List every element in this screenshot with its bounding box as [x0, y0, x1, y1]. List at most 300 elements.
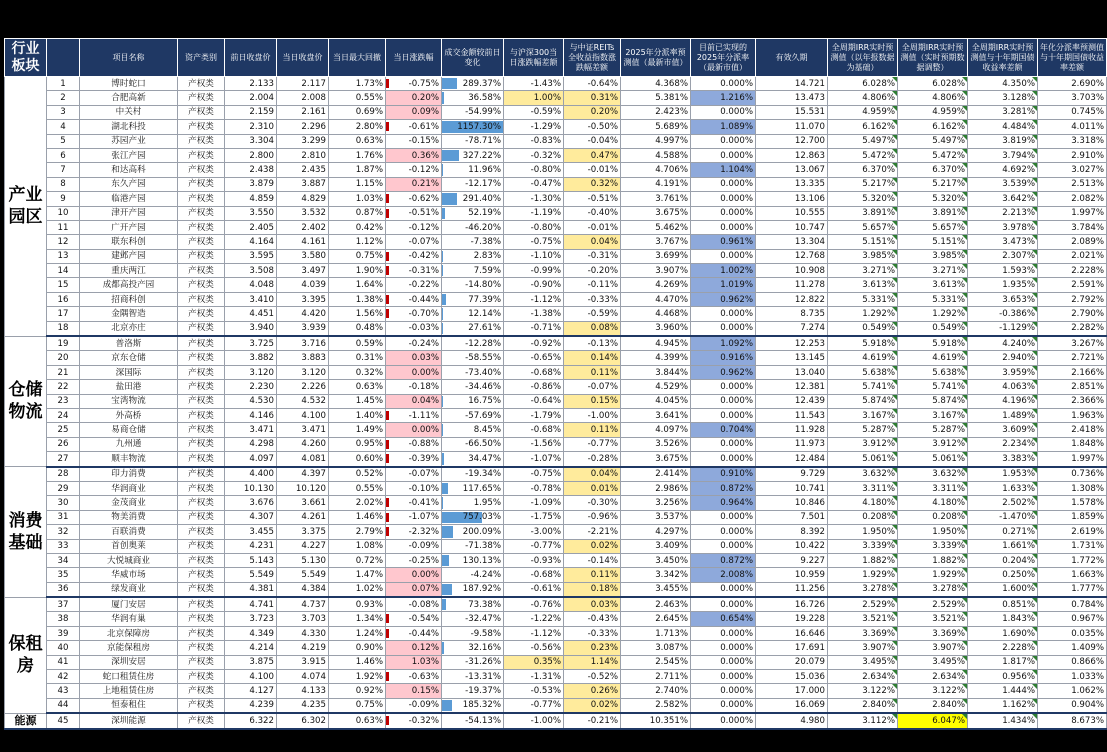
- table-row[interactable]: [5, 467, 1107, 482]
- table-row[interactable]: [5, 192, 1107, 206]
- dist-forecast-cell: 3.087%: [621, 641, 691, 655]
- irr-adjusted-cell: 5.151%: [898, 235, 968, 249]
- max-drawdown-cell: 0.75%: [329, 249, 386, 263]
- asset-class-cell: 产权类: [178, 192, 225, 206]
- irr-spread-cell: -0.386%: [968, 307, 1038, 321]
- dist-realized-cell: 1.216%: [691, 91, 756, 105]
- change-cell: -0.39%: [386, 452, 442, 467]
- irr-annual-cell: 4.619%: [828, 351, 898, 365]
- col-header-volume-change[interactable]: 成交金额较前日变化: [442, 39, 504, 77]
- vs-reits-index-cell: 1.14%: [564, 655, 621, 669]
- vs-reits-index-cell: 0.03%: [564, 597, 621, 612]
- volume-change-cell: [442, 91, 504, 105]
- prev-close-cell: 2.438: [225, 163, 277, 177]
- volume-change-text: 291.40%: [462, 193, 501, 204]
- table-row[interactable]: [5, 163, 1107, 177]
- col-header-dist-spread[interactable]: 年化分派率预测值与十年期国债收益率差额: [1038, 39, 1107, 77]
- table-row[interactable]: [5, 496, 1107, 510]
- vs-reits-index-cell: -0.14%: [564, 553, 621, 567]
- table-row[interactable]: [5, 307, 1107, 321]
- volume-change-bar: [442, 294, 446, 305]
- sector-label-text: 产业园区: [8, 185, 43, 228]
- max-drawdown-cell: 0.31%: [329, 351, 386, 365]
- irr-annual-cell: 0.208%: [828, 510, 898, 524]
- asset-class-cell: 产权类: [178, 148, 225, 162]
- table-row[interactable]: [5, 655, 1107, 669]
- volume-change-bar: [442, 483, 448, 494]
- table-row[interactable]: [5, 568, 1107, 582]
- col-header-change[interactable]: 当日涨跌幅: [386, 39, 442, 77]
- table-row[interactable]: [5, 120, 1107, 134]
- row-index-cell: 45: [47, 713, 80, 728]
- irr-adjusted-cell: 3.278%: [898, 582, 968, 597]
- table-row[interactable]: [5, 684, 1107, 698]
- prev-close-cell: 4.146: [225, 408, 277, 422]
- change-cell: -0.09%: [386, 698, 442, 713]
- vs-reits-index-cell: 0.15%: [564, 394, 621, 408]
- prev-close-cell: 4.400: [225, 467, 277, 482]
- irr-adjusted-cell: 5.874%: [898, 394, 968, 408]
- duration-cell: 13.145: [756, 351, 828, 365]
- col-header-dist-realized[interactable]: 目前已实现的2025年分派率（最新市值）: [691, 39, 756, 77]
- volume-change-text: -32.47%: [465, 614, 501, 625]
- close-cell: 3.883: [277, 351, 329, 365]
- max-drawdown-cell: 1.56%: [329, 307, 386, 321]
- table-row[interactable]: [5, 220, 1107, 234]
- table-row[interactable]: [5, 582, 1107, 597]
- duration-cell: 16.069: [756, 698, 828, 713]
- table-row[interactable]: [5, 423, 1107, 437]
- prev-close-cell: 2.133: [225, 77, 277, 91]
- volume-change-text: 200.09%: [462, 526, 501, 537]
- max-drawdown-cell: 1.40%: [329, 408, 386, 422]
- table-row[interactable]: [5, 235, 1107, 249]
- vs-hs300-cell: -0.75%: [504, 235, 564, 249]
- col-header-sector[interactable]: 行业板块: [5, 39, 47, 77]
- col-header-irr-annual[interactable]: 全周期IRR实时预测值（以年报数据为基础）: [828, 39, 898, 77]
- duration-cell: 16.646: [756, 626, 828, 640]
- dist-forecast-cell: 2.463%: [621, 597, 691, 612]
- irr-adjusted-cell: 5.217%: [898, 177, 968, 191]
- col-header-close[interactable]: 当日收盘价: [277, 39, 329, 77]
- irr-annual-cell: 3.907%: [828, 641, 898, 655]
- col-header-vs-reits-index[interactable]: 与中证REITs全收益指数涨跌幅差额: [564, 39, 621, 77]
- table-row[interactable]: [5, 437, 1107, 451]
- row-index-cell: 8: [47, 177, 80, 191]
- close-cell: 10.120: [277, 481, 329, 495]
- row-index-cell: 7: [47, 163, 80, 177]
- dist-forecast-cell: 3.256%: [621, 496, 691, 510]
- close-cell: 5.130: [277, 553, 329, 567]
- col-header-max-drawdown[interactable]: 当日最大回撤: [329, 39, 386, 77]
- change-cell: -0.07%: [386, 235, 442, 249]
- prev-close-cell: 2.310: [225, 120, 277, 134]
- volume-change-text: 2.83%: [473, 251, 501, 262]
- irr-spread-cell: 3.539%: [968, 177, 1038, 191]
- change-cell: -0.22%: [386, 278, 442, 292]
- volume-change-text: -7.38%: [470, 236, 501, 247]
- dist-spread-cell: 2.790%: [1038, 307, 1107, 321]
- vs-hs300-cell: -0.61%: [504, 582, 564, 597]
- duration-cell: 13.067: [756, 163, 828, 177]
- irr-adjusted-cell: 3.521%: [898, 612, 968, 626]
- dist-forecast-cell: 4.945%: [621, 336, 691, 351]
- vs-reits-index-cell: -0.64%: [564, 77, 621, 91]
- irr-annual-cell: 3.122%: [828, 684, 898, 698]
- change-cell: -0.75%: [386, 77, 442, 91]
- vs-reits-index-cell: 0.04%: [564, 467, 621, 482]
- table-row[interactable]: [5, 321, 1107, 336]
- table-row[interactable]: [5, 249, 1107, 263]
- vs-reits-index-cell: -0.07%: [564, 380, 621, 394]
- duration-cell: 10.908: [756, 264, 828, 278]
- dist-spread-cell: 2.228%: [1038, 264, 1107, 278]
- duration-cell: 11.928: [756, 423, 828, 437]
- volume-change-text: 12.14%: [468, 308, 501, 319]
- prev-close-cell: 3.304: [225, 134, 277, 148]
- asset-class-cell: 产权类: [178, 394, 225, 408]
- max-drawdown-cell: 0.93%: [329, 597, 386, 612]
- project-name-cell: 绿发商业: [80, 582, 178, 597]
- close-cell: 4.330: [277, 626, 329, 640]
- volume-change-cell: [442, 278, 504, 292]
- close-cell: 3.716: [277, 336, 329, 351]
- table-row[interactable]: [5, 278, 1107, 292]
- table-row[interactable]: [5, 365, 1107, 379]
- table-row[interactable]: [5, 206, 1107, 220]
- table-row[interactable]: [5, 553, 1107, 567]
- col-header-vs-hs300[interactable]: 与沪深300当日涨跌幅差额: [504, 39, 564, 77]
- vs-hs300-cell: -3.00%: [504, 525, 564, 539]
- row-index-cell: 18: [47, 321, 80, 336]
- close-cell: 4.039: [277, 278, 329, 292]
- vs-hs300-cell: -1.56%: [504, 437, 564, 451]
- irr-annual-cell: 1.929%: [828, 568, 898, 582]
- col-header-irr-spread[interactable]: 全周期IRR实时预测值与十年期国债收益率差额: [968, 39, 1038, 77]
- table-row[interactable]: [5, 626, 1107, 640]
- row-index-cell: 21: [47, 365, 80, 379]
- table-row[interactable]: [5, 134, 1107, 148]
- row-index-cell: 37: [47, 597, 80, 612]
- irr-spread-cell: 1.953%: [968, 467, 1038, 482]
- max-drawdown-cell: 0.59%: [329, 336, 386, 351]
- row-index-cell: 19: [47, 336, 80, 351]
- close-cell: 3.661: [277, 496, 329, 510]
- project-name-cell: 大悦城商业: [80, 553, 178, 567]
- dist-forecast-cell: 3.699%: [621, 249, 691, 263]
- project-name-cell: 重庆两江: [80, 264, 178, 278]
- table-row[interactable]: [5, 510, 1107, 524]
- dist-realized-cell: 2.008%: [691, 568, 756, 582]
- dist-realized-cell: 0.000%: [691, 641, 756, 655]
- prev-close-cell: 4.451: [225, 307, 277, 321]
- row-index-cell: 36: [47, 582, 80, 597]
- dist-realized-cell: 0.000%: [691, 539, 756, 553]
- change-cell: -0.41%: [386, 496, 442, 510]
- duration-cell: 12.439: [756, 394, 828, 408]
- dist-forecast-cell: 3.844%: [621, 365, 691, 379]
- volume-change-bar: [442, 642, 444, 653]
- volume-change-cell: [442, 423, 504, 437]
- change-cell: 0.20%: [386, 91, 442, 105]
- close-cell: 3.375: [277, 525, 329, 539]
- col-header-irr-adjusted[interactable]: 全周期IRR实时预测值（实时预期数据调整）: [898, 39, 968, 77]
- close-cell: 4.532: [277, 394, 329, 408]
- table-row[interactable]: [5, 394, 1107, 408]
- prev-close-cell: 3.595: [225, 249, 277, 263]
- dist-realized-cell: 0.000%: [691, 655, 756, 669]
- table-row[interactable]: [5, 91, 1107, 105]
- dist-realized-cell: 1.089%: [691, 120, 756, 134]
- dist-spread-cell: 2.366%: [1038, 394, 1107, 408]
- irr-adjusted-cell: 3.632%: [898, 467, 968, 482]
- irr-adjusted-cell: 3.122%: [898, 684, 968, 698]
- table-row[interactable]: [5, 452, 1107, 467]
- prev-close-cell: 4.231: [225, 539, 277, 553]
- volume-change-bar: [442, 453, 444, 464]
- table-row[interactable]: [5, 351, 1107, 365]
- col-header-index[interactable]: [47, 39, 80, 77]
- dist-spread-cell: 3.703%: [1038, 91, 1107, 105]
- irr-annual-cell: 5.061%: [828, 452, 898, 467]
- col-header-duration[interactable]: 有效久期: [756, 39, 828, 77]
- volume-change-cell: [442, 655, 504, 669]
- duration-cell: 12.700: [756, 134, 828, 148]
- duration-cell: 10.959: [756, 568, 828, 582]
- volume-change-cell: [442, 134, 504, 148]
- dist-realized-cell: 0.000%: [691, 249, 756, 263]
- sector-label: [5, 336, 47, 467]
- row-index-cell: 15: [47, 278, 80, 292]
- irr-adjusted-cell: 1.292%: [898, 307, 968, 321]
- irr-annual-cell: 3.891%: [828, 206, 898, 220]
- irr-annual-cell: 6.370%: [828, 163, 898, 177]
- close-cell: 4.384: [277, 582, 329, 597]
- table-row[interactable]: [5, 612, 1107, 626]
- dist-forecast-cell: 5.689%: [621, 120, 691, 134]
- sector-label-text: 能源: [14, 713, 37, 727]
- asset-class-cell: 产权类: [178, 670, 225, 684]
- dist-forecast-cell: 4.045%: [621, 394, 691, 408]
- volume-change-text: -78.71%: [465, 136, 501, 147]
- dist-forecast-cell: 2.423%: [621, 105, 691, 119]
- project-name-cell: 合肥高新: [80, 91, 178, 105]
- asset-class-cell: 产权类: [178, 437, 225, 451]
- vs-hs300-cell: -1.38%: [504, 307, 564, 321]
- irr-adjusted-cell: 3.907%: [898, 641, 968, 655]
- asset-class-cell: 产权类: [178, 481, 225, 495]
- dist-forecast-cell: 1.713%: [621, 626, 691, 640]
- volume-change-text: 187.92%: [462, 584, 501, 595]
- prev-close-cell: 2.800: [225, 148, 277, 162]
- table-row[interactable]: [5, 641, 1107, 655]
- dist-spread-cell: 2.089%: [1038, 235, 1107, 249]
- dist-forecast-cell: 3.526%: [621, 437, 691, 451]
- reits-data-table: [4, 38, 1107, 730]
- dist-spread-cell: 2.418%: [1038, 423, 1107, 437]
- prev-close-cell: 4.381: [225, 582, 277, 597]
- volume-change-text: 130.13%: [462, 555, 501, 566]
- duration-cell: 20.079: [756, 655, 828, 669]
- max-drawdown-cell: 1.46%: [329, 655, 386, 669]
- change-cell: -0.61%: [386, 120, 442, 134]
- table-row[interactable]: [5, 525, 1107, 539]
- dist-realized-cell: 0.000%: [691, 408, 756, 422]
- table-row[interactable]: [5, 177, 1107, 191]
- dist-spread-cell: 1.062%: [1038, 684, 1107, 698]
- duration-cell: 11.256: [756, 582, 828, 597]
- vs-reits-index-cell: 0.20%: [564, 105, 621, 119]
- max-drawdown-cell: 1.12%: [329, 235, 386, 249]
- vs-hs300-cell: -0.68%: [504, 423, 564, 437]
- table-row[interactable]: [5, 292, 1107, 306]
- irr-spread-cell: -1.470%: [968, 510, 1038, 524]
- table-row[interactable]: [5, 264, 1107, 278]
- prev-close-cell: 4.298: [225, 437, 277, 451]
- table-row[interactable]: [5, 408, 1107, 422]
- vs-hs300-cell: -1.75%: [504, 510, 564, 524]
- irr-spread-cell: 4.350%: [968, 77, 1038, 91]
- table-row[interactable]: [5, 698, 1107, 713]
- close-cell: 3.395: [277, 292, 329, 306]
- col-header-prev-close[interactable]: 前日收盘价: [225, 39, 277, 77]
- volume-change-bar: [442, 584, 452, 595]
- close-cell: 2.008: [277, 91, 329, 105]
- volume-change-text: 117.65%: [462, 483, 501, 494]
- table-row[interactable]: [5, 670, 1107, 684]
- project-name-cell: 盐田港: [80, 380, 178, 394]
- irr-annual-cell: 3.167%: [828, 408, 898, 422]
- project-name-cell: 成都高投产园: [80, 278, 178, 292]
- irr-spread-cell: 3.473%: [968, 235, 1038, 249]
- volume-change-cell: [442, 351, 504, 365]
- close-cell: 4.161: [277, 235, 329, 249]
- max-drawdown-cell: 1.49%: [329, 423, 386, 437]
- col-header-class[interactable]: 资产类别: [178, 39, 225, 77]
- col-header-dist-forecast[interactable]: 2025年分派率预测值（最新市值）: [621, 39, 691, 77]
- dist-spread-cell: 1.848%: [1038, 437, 1107, 451]
- vs-reits-index-cell: -0.33%: [564, 292, 621, 306]
- prev-close-cell: 5.143: [225, 553, 277, 567]
- project-name-cell: 北京亦庄: [80, 321, 178, 336]
- table-row[interactable]: [5, 380, 1107, 394]
- volume-change-cell: [442, 264, 504, 278]
- sector-label: [5, 467, 47, 598]
- vs-reits-index-cell: -0.01%: [564, 163, 621, 177]
- asset-class-cell: 产权类: [178, 713, 225, 728]
- row-index-cell: 5: [47, 134, 80, 148]
- prev-close-cell: 5.549: [225, 568, 277, 582]
- max-drawdown-cell: 1.15%: [329, 177, 386, 191]
- volume-change-cell: [442, 553, 504, 567]
- irr-adjusted-cell: 1.950%: [898, 525, 968, 539]
- irr-spread-cell: 3.959%: [968, 365, 1038, 379]
- prev-close-cell: 3.120: [225, 365, 277, 379]
- volume-change-cell: [442, 467, 504, 482]
- dist-spread-cell: 2.910%: [1038, 148, 1107, 162]
- volume-change-text: -71.38%: [465, 541, 501, 552]
- sector-label-text: 仓储物流: [8, 380, 43, 423]
- close-cell: 2.117: [277, 77, 329, 91]
- change-cell: 0.03%: [386, 351, 442, 365]
- vs-reits-index-cell: -0.13%: [564, 336, 621, 351]
- change-cell: -0.51%: [386, 206, 442, 220]
- irr-spread-cell: 3.609%: [968, 423, 1038, 437]
- irr-spread-cell: 1.434%: [968, 713, 1038, 728]
- row-index-cell: 28: [47, 467, 80, 482]
- dist-forecast-cell: 4.097%: [621, 423, 691, 437]
- irr-adjusted-cell: 2.840%: [898, 698, 968, 713]
- change-cell: -0.54%: [386, 612, 442, 626]
- project-name-cell: 印力消费: [80, 467, 178, 482]
- vs-hs300-cell: -0.86%: [504, 380, 564, 394]
- change-cell: -0.88%: [386, 437, 442, 451]
- close-cell: 4.133: [277, 684, 329, 698]
- irr-spread-cell: 3.653%: [968, 292, 1038, 306]
- row-index-cell: 35: [47, 568, 80, 582]
- col-header-name[interactable]: 项目名称: [80, 39, 178, 77]
- project-name-cell: 和达高科: [80, 163, 178, 177]
- asset-class-cell: 产权类: [178, 597, 225, 612]
- table-row[interactable]: [5, 539, 1107, 553]
- dist-realized-cell: 0.962%: [691, 365, 756, 379]
- table-row[interactable]: [5, 336, 1107, 351]
- volume-change-text: -73.40%: [465, 367, 501, 378]
- volume-change-bar: [442, 599, 446, 610]
- dist-realized-cell: 0.000%: [691, 192, 756, 206]
- irr-annual-cell: 3.495%: [828, 655, 898, 669]
- asset-class-cell: 产权类: [178, 336, 225, 351]
- table-row[interactable]: [5, 597, 1107, 612]
- vs-reits-index-cell: -0.43%: [564, 612, 621, 626]
- dist-realized-cell: 0.000%: [691, 134, 756, 148]
- duration-cell: 15.036: [756, 670, 828, 684]
- duration-cell: 11.278: [756, 278, 828, 292]
- irr-adjusted-cell: 2.529%: [898, 597, 968, 612]
- table-row[interactable]: [5, 148, 1107, 162]
- max-drawdown-cell: 0.92%: [329, 684, 386, 698]
- table-row[interactable]: [5, 105, 1107, 119]
- dist-spread-cell: 8.673%: [1038, 713, 1107, 728]
- project-name-cell: 建邺产园: [80, 249, 178, 263]
- project-name-cell: 中关村: [80, 105, 178, 119]
- table-row[interactable]: [5, 481, 1107, 495]
- table-row[interactable]: [5, 713, 1107, 728]
- irr-adjusted-cell: 5.287%: [898, 423, 968, 437]
- max-drawdown-cell: 0.69%: [329, 105, 386, 119]
- irr-adjusted-cell: 4.180%: [898, 496, 968, 510]
- dist-spread-cell: 1.997%: [1038, 206, 1107, 220]
- prev-close-cell: 10.130: [225, 481, 277, 495]
- duration-cell: 11.070: [756, 120, 828, 134]
- volume-change-text: -54.13%: [465, 715, 501, 726]
- max-drawdown-cell: 2.79%: [329, 525, 386, 539]
- volume-change-cell: [442, 77, 504, 91]
- table-row[interactable]: [5, 77, 1107, 91]
- row-index-cell: 33: [47, 539, 80, 553]
- volume-change-cell: [442, 105, 504, 119]
- irr-spread-cell: 1.600%: [968, 582, 1038, 597]
- asset-class-cell: 产权类: [178, 452, 225, 467]
- close-cell: 3.703: [277, 612, 329, 626]
- project-name-cell: 金茂商业: [80, 496, 178, 510]
- dist-forecast-cell: 5.462%: [621, 220, 691, 234]
- vs-hs300-cell: -0.64%: [504, 394, 564, 408]
- close-cell: 2.161: [277, 105, 329, 119]
- prev-close-cell: 4.100: [225, 670, 277, 684]
- prev-close-cell: 2.230: [225, 380, 277, 394]
- max-drawdown-cell: 1.87%: [329, 163, 386, 177]
